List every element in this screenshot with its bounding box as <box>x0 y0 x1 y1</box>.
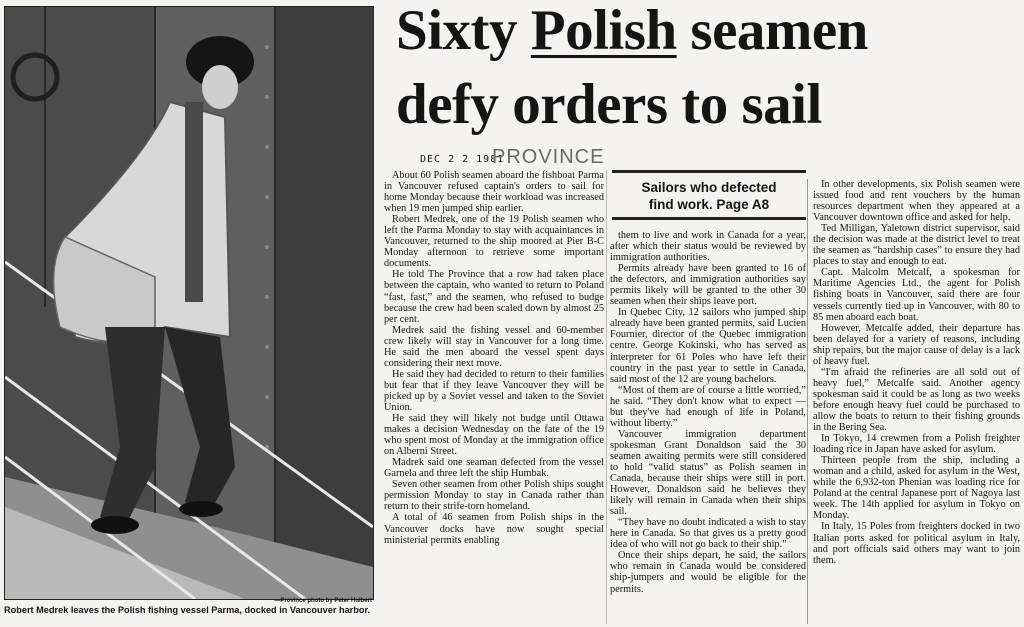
date-stamp: DEC 2 2 1981 <box>420 154 505 165</box>
paragraph: “I'm afraid the refineries are all sold out of heavy fuel,” Metcalfe said. Another agency spokesman said it could be as long as two weeks before enough heavy fuel could be purchased to allow the boats to return to their fishing grounds in the Bering Sea. <box>813 366 1020 434</box>
paragraph: A total of 46 seamen from Polish ships in the Vancouver docks have now sought special ministerial permits enabling <box>384 512 604 546</box>
paragraph: Seven other seamen from other Polish ships sought permission Monday to stay in Canada rather than return to their strife-torn homeland. <box>384 479 604 513</box>
paragraph: He said they had decided to return to their families but fear that if they leave Vancouver they will be picked up by a Soviet vessel and taken to the Soviet Union. <box>384 368 604 413</box>
paragraph: In Italy, 15 Poles from freighters docked in two Italian ports asked for political asylum in Italy, and port officials said others may want to join them. <box>813 521 1020 566</box>
paragraph: He said they will likely not budge until Ottawa makes a decision Wednesday on the fate of the 19 who spent most of Monday at the immigration office on Alberni Street. <box>384 413 604 458</box>
column-divider-1 <box>606 170 607 624</box>
paragraph: However, Metcalfe added, their departure has been delayed for a variety of reasons, including ship repairs, but the major cause of delay is a lack of heavy fuel. <box>813 322 1020 367</box>
column-divider-2 <box>807 179 808 624</box>
paragraph: Madrek said one seaman defected from the vessel Garnela and three left the ship Humbak. <box>384 457 604 480</box>
paper-stamp: PROVINCE <box>492 146 605 168</box>
paragraph: Ted Milligan, Yaletown district supervisor, said the decision was made at the district level to treat the seamen as “hardship cases” to ensure they had places to stay and enough to eat. <box>813 223 1020 268</box>
photo-caption: Robert Medrek leaves the Polish fishing vessel Parma, docked in Vancouver harbor. <box>4 605 371 615</box>
sidebar-line-1: Sailors who defected <box>641 180 777 195</box>
article-column-2 <box>610 230 806 595</box>
paragraph: Thirteen people from the ship, including a woman and a child, asked for asylum in the West, while the 6,932-ton Phenian was loading rice for Poland at the central Japanese port of Nagoya last week. The 14th applied for asylum in Tokyo on Monday. <box>813 455 1020 522</box>
paragraph: He told The Province that a row had taken place between the captain, who wanted to return to Poland “fast, fast,” and the seamen, who refused to budge because the crew had been scaled down by almost 25 per cent. <box>384 269 604 325</box>
paragraph: “Most of them are of course a little worried,” he said. “They don't know what to expect — but they've had enough of life in Poland, without liberty.” <box>610 384 806 429</box>
headline-word-seamen: seamen <box>690 0 868 62</box>
paragraph: In Tokyo, 14 crewmen from a Polish freighter loading rice in Japan have asked for asylum. <box>813 433 1020 456</box>
sidebar-line-2: find work. Page A8 <box>648 197 770 212</box>
paragraph: Robert Medrek, one of the 19 Polish seamen who left the Parma Monday to stay with acquaintances in Vancouver, returned to the ship moored at Pier B-C Monday afternoon to retrieve some important documents. <box>384 214 604 270</box>
paragraph: In Quebec City, 12 sailors who jumped ship already have been granted permits, said Lucien Fournier, director of the Quebec immigration centre. George Kokinski, who has served as interpreter for 61 Poles who have left their country in the past year to settle in Canada, said most of the 12 are young bachelors. <box>610 307 806 385</box>
paragraph: About 60 Polish seamen aboard the fishboat Parma in Vancouver refused captain's orders to sail for home Monday because their workload was increased when 19 men jumped ship earlier. <box>384 170 604 215</box>
headline-line-2: defy orders to sail <box>396 73 822 136</box>
photo-credit: —Province photo by Peter Hulbert <box>274 598 372 604</box>
paragraph: them to live and work in Canada for a year, after which their status would be reviewed by immigration authorities. <box>610 230 806 264</box>
paragraph: Medrek said the fishing vessel and 60-member crew likely will stay in Vancouver for a long time. He said the men aboard the vessel spent days considering their next move. <box>384 324 604 369</box>
paragraph: “They have no doubt indicated a wish to stay here in Canada. So that gives us a pretty good idea of who will not go back to their ship.” <box>610 517 806 551</box>
news-photo <box>4 6 374 600</box>
headline-line-1 <box>396 2 1020 60</box>
headline-word-polish: Polish <box>530 0 677 62</box>
paragraph: In other developments, six Polish seamen were issued food and rent vouchers by the human resources department when they appeared at a Vancouver downtown office and asked for help. <box>813 179 1020 224</box>
paragraph: Vancouver immigration department spokesman Grant Donaldson said the 30 seamen awaiting permits were still considered to hold “valid status” as Polish seamen in Canada, because their ships were still in port. However, Donaldson said he believes they likely will remain in Canada when their ships sail. <box>610 428 806 518</box>
article-column-1 <box>384 170 604 546</box>
headline-word-sixty: Sixty <box>396 0 518 62</box>
paragraph: Permits already have been granted to 16 of the defectors, and immigration authorities say permits likely will be granted to the other 30 seamen when their ships leave port. <box>610 263 806 308</box>
sidebar-teaser <box>612 170 806 220</box>
paragraph: Once their ships depart, he said, the sailors who remain in Canada would be considered ship-jumpers and would be eligible for the permits. <box>610 550 806 595</box>
article-column-3 <box>813 179 1020 566</box>
photo-illustration <box>5 7 373 599</box>
paragraph: Capt. Malcolm Metcalf, a spokesman for Maritime Agencies Ltd., the agent for Polish fishing boats in Vancouver, said there are four vessels currently tied up in Vancouver, with 80 to 85 men aboard each boat. <box>813 267 1020 323</box>
